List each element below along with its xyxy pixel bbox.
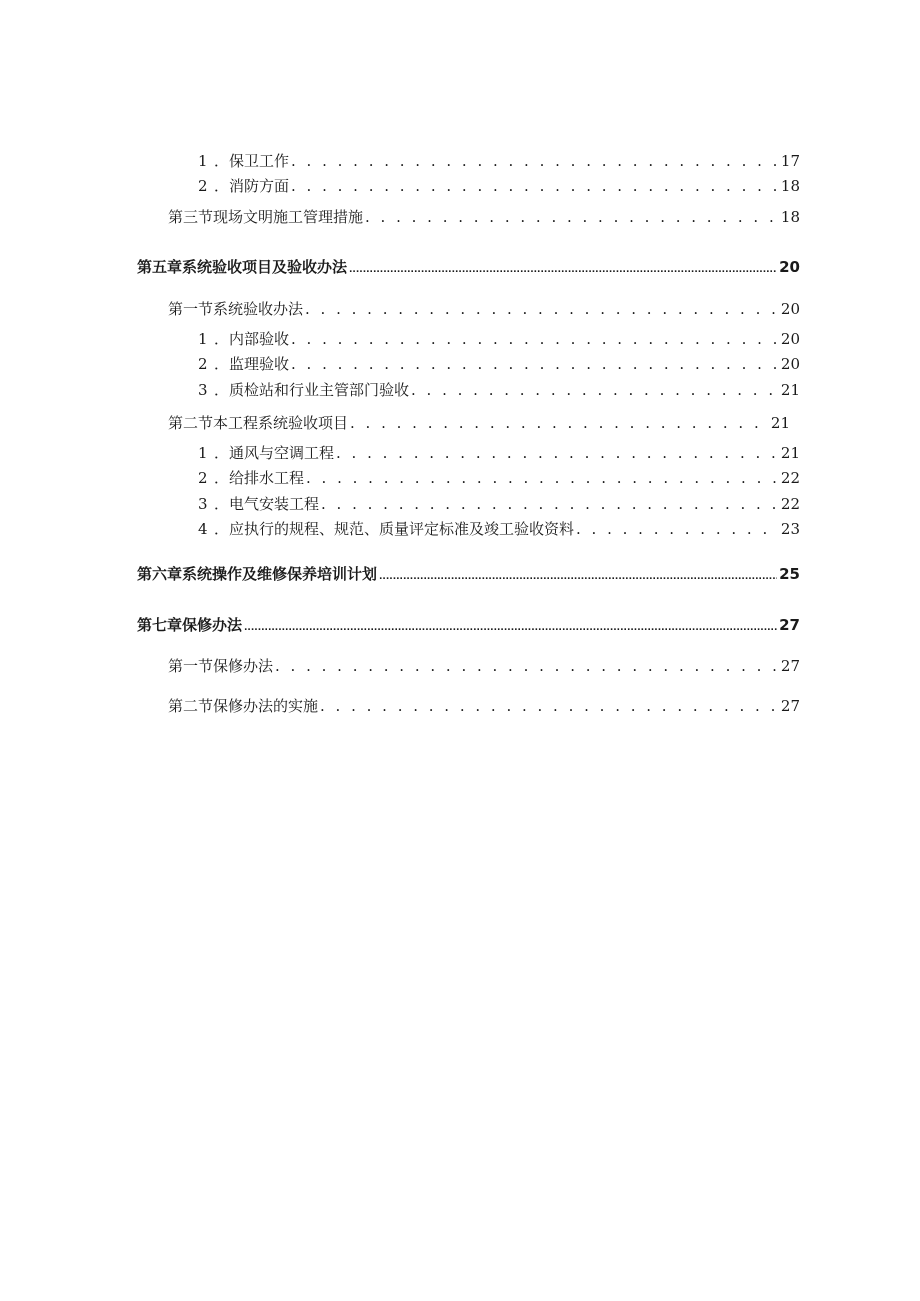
toc-page-number: 25: [779, 565, 800, 583]
toc-dot-leader: [576, 520, 779, 538]
toc-page-number: 23: [780, 520, 800, 538]
toc-entry[interactable]: [198, 328, 800, 349]
toc-entry-title: 第七章保修办法: [137, 616, 243, 634]
toc-entry-number: 1: [198, 444, 208, 462]
toc-page-number: 20: [780, 330, 800, 348]
toc-entry[interactable]: [198, 379, 800, 400]
toc-dot-leader: [379, 572, 777, 582]
toc-entry[interactable]: [168, 298, 800, 319]
toc-entry-title: 第一节系统验收办法: [168, 300, 304, 318]
toc-dot-leader: [291, 330, 779, 348]
toc-entry[interactable]: [198, 175, 800, 196]
toc-page-number: 27: [780, 697, 800, 715]
toc-page-number: 27: [779, 616, 800, 634]
toc-entry-title: 第六章系统操作及维修保养培训计划: [137, 565, 378, 583]
toc-page-number: 18: [780, 208, 800, 226]
toc-dot-leader: [291, 355, 779, 373]
toc-dot-leader: [321, 495, 779, 513]
toc-entry-title: 3 ．电气安装工程: [198, 495, 320, 513]
toc-dot-leader: [244, 623, 777, 633]
toc-page-number: 21: [770, 414, 790, 432]
toc-entry-number: 4: [198, 520, 208, 538]
toc-page-number: 20: [780, 300, 800, 318]
toc-entry[interactable]: [198, 442, 800, 463]
toc-dot-leader: [275, 657, 779, 675]
toc-entry-title: 第一节保修办法: [168, 657, 274, 675]
toc-entry-title: 3 ．质检站和行业主管部门验收: [198, 381, 410, 399]
toc-entry-number: 2: [198, 177, 208, 195]
toc-dot-leader: [365, 208, 779, 226]
toc-entry-number: 1: [198, 152, 208, 170]
toc-entry-title: 第三节现场文明施工管理措施: [168, 208, 364, 226]
toc-entry-title: 第二节保修办法的实施: [168, 697, 319, 715]
toc-dot-leader: [349, 265, 777, 275]
toc-entry-number: 2: [198, 469, 208, 487]
toc-page-number: 20: [780, 355, 800, 373]
toc-entry[interactable]: [168, 206, 800, 227]
toc-dot-leader: [306, 469, 779, 487]
toc-page-number: 18: [780, 177, 800, 195]
toc-entry[interactable]: [168, 695, 800, 716]
toc-page-number: 22: [780, 469, 800, 487]
toc-entry[interactable]: [198, 467, 800, 488]
toc-entry-title: 2 ．消防方面: [198, 177, 290, 195]
toc-dot-leader: [350, 414, 769, 432]
toc-entry-title: 4 ．应执行的规程、规范、质量评定标准及竣工验收资料: [198, 520, 575, 538]
toc-dot-leader: [336, 444, 779, 462]
toc-page-number: 21: [780, 381, 800, 399]
toc-entry[interactable]: [198, 353, 800, 374]
toc-chapter-entry[interactable]: [137, 256, 800, 277]
toc-chapter-entry[interactable]: [137, 563, 800, 584]
toc-page-number: 22: [780, 495, 800, 513]
toc-entry-number: 3: [198, 381, 208, 399]
toc-entry-title: 2 ．监理验收: [198, 355, 290, 373]
toc-entry-title: 第五章系统验收项目及验收办法: [137, 258, 348, 276]
toc-entry-title: 1 ．通风与空调工程: [198, 444, 335, 462]
toc-page-number: 17: [780, 152, 800, 170]
toc-entry[interactable]: [198, 518, 800, 539]
toc-entry[interactable]: [168, 655, 800, 676]
toc-page-number: 20: [779, 258, 800, 276]
toc-entry-title: 第二节本工程系统验收项目: [168, 414, 349, 432]
toc-page-number: 21: [780, 444, 800, 462]
toc-entry-number: 3: [198, 495, 208, 513]
toc-entry-title: 1 ．保卫工作: [198, 152, 290, 170]
toc-dot-leader: [291, 152, 779, 170]
toc-dot-leader: [320, 697, 779, 715]
toc-entry-title: 1 ．内部验收: [198, 330, 290, 348]
toc-entry[interactable]: [198, 493, 800, 514]
toc-entry-number: 1: [198, 330, 208, 348]
toc-entry[interactable]: [168, 412, 790, 433]
toc-entry-title: 2 ．给排水工程: [198, 469, 305, 487]
toc-dot-leader: [411, 381, 779, 399]
toc-entry[interactable]: [198, 150, 800, 171]
toc-entry-number: 2: [198, 355, 208, 373]
toc-dot-leader: [305, 300, 779, 318]
toc-page-number: 27: [780, 657, 800, 675]
toc-dot-leader: [291, 177, 779, 195]
toc-chapter-entry[interactable]: [137, 614, 800, 635]
